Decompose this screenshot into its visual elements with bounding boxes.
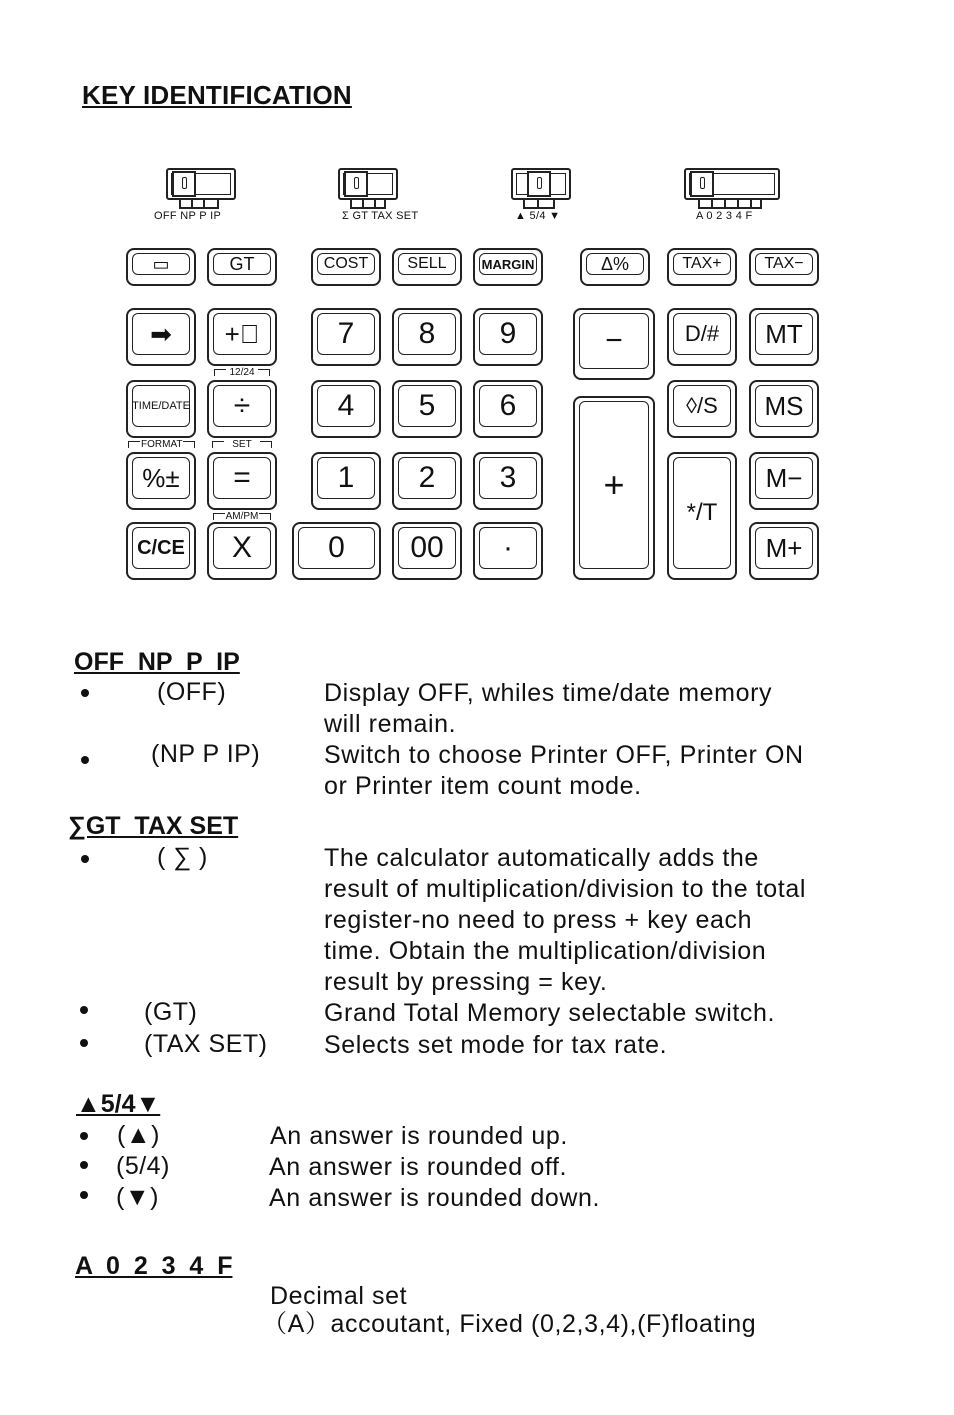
key-label: SELL bbox=[407, 255, 447, 272]
desc-np-p-ip bbox=[324, 740, 804, 802]
caption-set bbox=[212, 439, 272, 450]
desc-line: will remain. bbox=[324, 710, 457, 738]
equals-key[interactable] bbox=[207, 452, 277, 510]
key-label: 1 bbox=[337, 461, 355, 494]
desc-line: or Printer item count mode. bbox=[324, 772, 642, 800]
key-label: 3 bbox=[499, 461, 517, 494]
desc-tax-set bbox=[324, 1030, 667, 1061]
key-label: + bbox=[603, 464, 625, 505]
term-round-up: (▲) bbox=[117, 1121, 160, 1149]
double-zero-key[interactable] bbox=[392, 522, 462, 580]
key-label: M+ bbox=[765, 532, 803, 563]
power-printer-switch[interactable] bbox=[150, 168, 250, 228]
switch-knob[interactable] bbox=[172, 171, 196, 197]
term-sigma: ( ∑ ) bbox=[157, 843, 208, 871]
term-np-p-ip: (NP P IP) bbox=[151, 740, 261, 768]
switch-knob[interactable] bbox=[690, 171, 714, 197]
digit-8-key[interactable] bbox=[392, 308, 462, 366]
key-label: 00 bbox=[410, 531, 444, 564]
caption-12-24 bbox=[212, 367, 272, 378]
caption-text: FORMAT bbox=[141, 439, 183, 450]
digit-6-key[interactable] bbox=[473, 380, 543, 438]
key-label: 0 bbox=[328, 531, 345, 564]
bullet bbox=[80, 1132, 88, 1140]
desc-line: Display OFF, whiles time/date memory bbox=[324, 679, 773, 707]
key-label: */T bbox=[686, 499, 718, 526]
gt-tax-switch[interactable] bbox=[330, 168, 440, 228]
key-label: MS bbox=[764, 390, 804, 421]
m-plus-key[interactable] bbox=[749, 522, 819, 580]
key-label: − bbox=[605, 324, 623, 357]
key-label: MARGIN bbox=[481, 256, 535, 272]
divide-key[interactable] bbox=[207, 380, 277, 438]
desc-line: Decimal set bbox=[270, 1282, 408, 1310]
key-label: %± bbox=[142, 462, 180, 493]
switch-label: Σ GT TAX SET bbox=[342, 210, 419, 222]
caption-text: AM/PM bbox=[225, 511, 259, 522]
term-off: (OFF) bbox=[157, 678, 227, 706]
switch-label: A 0 2 3 4 F bbox=[696, 210, 753, 222]
digit-2-key[interactable] bbox=[392, 452, 462, 510]
term-round-down: (▼) bbox=[116, 1183, 159, 1211]
bullet bbox=[80, 1191, 88, 1199]
bullet bbox=[81, 689, 89, 697]
key-label: 8 bbox=[418, 317, 436, 350]
key-label: 2 bbox=[418, 461, 436, 494]
desc-line: register-no need to press + key each bbox=[324, 906, 753, 934]
desc-round-down bbox=[269, 1183, 600, 1214]
time-date-key[interactable] bbox=[126, 380, 196, 438]
key-label: M− bbox=[765, 462, 803, 493]
desc-line: An answer is rounded up. bbox=[270, 1122, 568, 1150]
multiply-key[interactable] bbox=[207, 522, 277, 580]
digit-4-key[interactable] bbox=[311, 380, 381, 438]
desc-decimal bbox=[262, 1282, 756, 1338]
key-label: 6 bbox=[499, 389, 517, 422]
tax-minus-key[interactable] bbox=[749, 248, 819, 286]
section-heading-gt-tax: ∑GT TAX SET bbox=[68, 812, 239, 840]
m-minus-key[interactable] bbox=[749, 452, 819, 510]
digit-5-key[interactable] bbox=[392, 380, 462, 438]
gt-key[interactable] bbox=[207, 248, 277, 286]
section-heading-rounding: ▲5/4▼ bbox=[76, 1090, 161, 1118]
desc-line: result of multiplication/division to the total bbox=[324, 875, 806, 903]
percent-sign-key[interactable] bbox=[126, 452, 196, 510]
key-label: MT bbox=[765, 318, 803, 349]
paper-feed-icon: ▭ bbox=[152, 253, 170, 274]
decimal-point-key[interactable] bbox=[473, 522, 543, 580]
arrow-right-icon: ➡ bbox=[150, 318, 172, 349]
bullet bbox=[81, 756, 89, 764]
key-label: X bbox=[231, 531, 252, 564]
cost-key[interactable] bbox=[311, 248, 381, 286]
key-label: 4 bbox=[337, 389, 355, 422]
desc-round-up bbox=[270, 1121, 568, 1152]
section-heading-power: OFF NP P IP bbox=[74, 648, 240, 676]
desc-round-off bbox=[269, 1152, 567, 1183]
mt-key[interactable] bbox=[749, 308, 819, 366]
bullet bbox=[80, 1039, 88, 1047]
key-label: 5 bbox=[418, 389, 436, 422]
star-t-key[interactable] bbox=[667, 452, 737, 580]
key-label: 9 bbox=[499, 317, 517, 350]
delta-percent-key[interactable] bbox=[580, 248, 650, 286]
key-label: COST bbox=[323, 255, 369, 272]
key-label: ◊/S bbox=[686, 393, 718, 418]
desc-line: Selects set mode for tax rate. bbox=[324, 1031, 668, 1059]
desc-line: An answer is rounded off. bbox=[269, 1153, 568, 1181]
plus-key[interactable] bbox=[573, 396, 655, 580]
desc-line: result by pressing = key. bbox=[324, 968, 608, 996]
switch-label: ▲ 5/4 ▼ bbox=[515, 210, 561, 222]
digit-9-key[interactable] bbox=[473, 308, 543, 366]
key-label: 7 bbox=[337, 317, 355, 350]
term-tax-set: (TAX SET) bbox=[144, 1030, 268, 1058]
key-label: TIME/DATE bbox=[132, 400, 190, 412]
key-label: GT bbox=[229, 253, 255, 274]
paper-feed-key[interactable] bbox=[126, 248, 196, 286]
key-label: D/# bbox=[684, 321, 720, 346]
clear-key[interactable] bbox=[126, 522, 196, 580]
key-label: · bbox=[503, 531, 513, 564]
sign-change-key[interactable] bbox=[207, 308, 277, 366]
desc-line: Grand Total Memory selectable switch. bbox=[324, 999, 776, 1027]
desc-line: time. Obtain the multiplication/division bbox=[324, 937, 767, 965]
bullet bbox=[80, 1006, 88, 1014]
desc-line: An answer is rounded down. bbox=[269, 1184, 601, 1212]
switch-knob[interactable] bbox=[527, 171, 551, 197]
rounding-switch[interactable] bbox=[505, 168, 585, 228]
digit-3-key[interactable] bbox=[473, 452, 543, 510]
switch-label: OFF NP P IP bbox=[154, 210, 222, 222]
sign-loop-icon: +⃝ bbox=[224, 318, 260, 349]
key-label: TAX+ bbox=[682, 255, 722, 272]
bullet bbox=[80, 1161, 88, 1169]
caption-text: 12/24 bbox=[229, 367, 255, 378]
term-round-off: (5/4) bbox=[116, 1152, 170, 1180]
desc-sigma bbox=[324, 843, 806, 998]
key-label: C/CE bbox=[137, 536, 185, 559]
desc-off bbox=[324, 678, 772, 740]
switch-knob[interactable] bbox=[344, 171, 368, 197]
key-label: Δ% bbox=[600, 253, 630, 274]
decimal-switch[interactable] bbox=[680, 168, 790, 228]
caption-text: SET bbox=[232, 439, 252, 450]
key-label: TAX− bbox=[764, 255, 804, 272]
tax-plus-key[interactable] bbox=[667, 248, 737, 286]
desc-line: Switch to choose Printer OFF, Printer ON bbox=[324, 741, 804, 769]
digit-0-key[interactable] bbox=[292, 522, 381, 580]
key-label: ÷ bbox=[233, 389, 251, 422]
sell-key[interactable] bbox=[392, 248, 462, 286]
digit-1-key[interactable] bbox=[311, 452, 381, 510]
ms-key[interactable] bbox=[749, 380, 819, 438]
desc-line: （A）accoutant, Fixed (0,2,3,4),(F)floating bbox=[262, 1310, 757, 1338]
backspace-key[interactable] bbox=[126, 308, 196, 366]
caption-am-pm bbox=[212, 511, 272, 522]
minus-key[interactable] bbox=[573, 308, 655, 380]
desc-gt bbox=[324, 998, 775, 1029]
section-heading-decimal: A 0 2 3 4 F bbox=[75, 1252, 233, 1280]
key-label: = bbox=[233, 461, 251, 494]
digit-7-key[interactable] bbox=[311, 308, 381, 366]
term-gt: (GT) bbox=[144, 998, 198, 1026]
diamond-s-key[interactable] bbox=[667, 380, 737, 438]
bullet bbox=[81, 855, 89, 863]
desc-line: The calculator automatically adds the bbox=[324, 844, 759, 872]
caption-format bbox=[128, 439, 194, 450]
d-hash-key[interactable] bbox=[667, 308, 737, 366]
page-title: KEY IDENTIFICATION bbox=[82, 80, 352, 110]
margin-key[interactable] bbox=[473, 248, 543, 286]
